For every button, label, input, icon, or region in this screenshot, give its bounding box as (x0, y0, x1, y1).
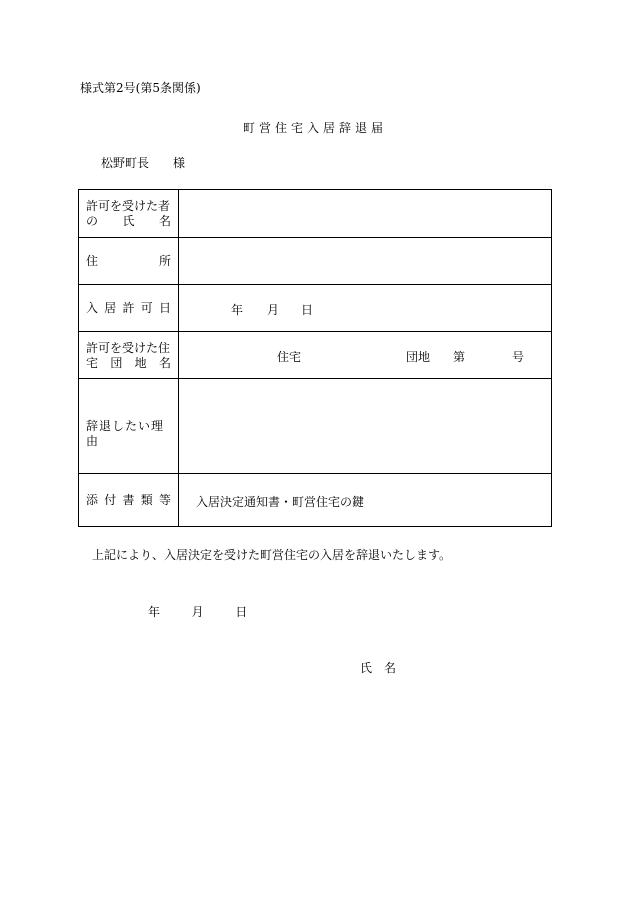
label-char: 住 (86, 254, 99, 268)
label-line1: 許可を受けた住 (86, 341, 171, 355)
address-field[interactable] (179, 238, 551, 284)
permission-date-field[interactable] (179, 285, 551, 331)
label-permission-date (79, 285, 179, 331)
row-reason (79, 379, 551, 474)
year-unit: 年 (231, 303, 244, 317)
month-unit: 月 (267, 303, 280, 317)
go-label: 号 (512, 350, 525, 364)
label-char: 居 (104, 301, 117, 315)
label-char: 類 (140, 493, 153, 507)
label-char: の (86, 214, 99, 228)
signature-date[interactable] (148, 605, 247, 619)
row-attachments (79, 474, 551, 526)
jutaku-label: 住宅 (277, 350, 302, 364)
label-line2 (86, 356, 171, 371)
label-char: 名 (158, 214, 171, 228)
label-line1: 許可を受けた者 (86, 199, 171, 213)
label-char: 入 (86, 301, 99, 315)
form-number: 様式第2号(第5条関係) (80, 81, 201, 95)
attachments-field (179, 474, 551, 526)
label-line: 辞退したい理由 (86, 419, 165, 448)
attachments-value: 入居決定通知書・町営住宅の鍵 (196, 495, 365, 509)
housing-complex-field[interactable] (179, 332, 551, 378)
label-char: 日 (158, 301, 171, 315)
row-applicant-name (79, 190, 551, 238)
application-form-table (78, 189, 552, 527)
label-attachments (79, 474, 179, 526)
label-char: 所 (158, 254, 171, 268)
row-permission-date (79, 285, 551, 332)
reason-field[interactable] (179, 379, 551, 473)
label-housing-complex (79, 332, 179, 378)
label-char: 添 (86, 493, 99, 507)
signature-year: 年 (148, 605, 161, 619)
label-char: 氏 (122, 214, 135, 228)
label-char: 団 (110, 356, 123, 370)
day-unit: 日 (301, 303, 314, 317)
label-char: 書 (122, 493, 135, 507)
label-line (86, 254, 171, 269)
label-line2 (86, 214, 171, 229)
label-applicant-name (79, 190, 179, 237)
addressee (101, 156, 185, 170)
label-char: 地 (134, 356, 147, 370)
label-char: 名 (158, 356, 171, 370)
label-reason (79, 379, 179, 473)
label-address (79, 238, 179, 284)
signature-name-label[interactable]: 氏 名 (360, 661, 397, 675)
applicant-name-field[interactable] (179, 190, 551, 237)
label-char: 付 (104, 493, 117, 507)
addressee-honorific: 様 (173, 156, 186, 170)
signature-day: 日 (235, 605, 248, 619)
label-char: 宅 (86, 356, 99, 370)
closing-statement: 上記により、入居決定を受けた町営住宅の入居を辞退いたします。 (92, 548, 452, 562)
row-address (79, 238, 551, 285)
signature-month: 月 (191, 605, 204, 619)
label-line (86, 493, 171, 508)
document-title: 町営住宅入居辞退届 (242, 121, 387, 135)
label-char: 許 (122, 301, 135, 315)
label-char: 可 (140, 301, 153, 315)
row-housing-complex (79, 332, 551, 379)
label-char: 等 (158, 493, 171, 507)
addressee-name: 松野町長 (101, 156, 150, 170)
dai-label: 第 (453, 350, 466, 364)
danchi-label: 団地 (406, 350, 431, 364)
label-line (86, 301, 171, 316)
